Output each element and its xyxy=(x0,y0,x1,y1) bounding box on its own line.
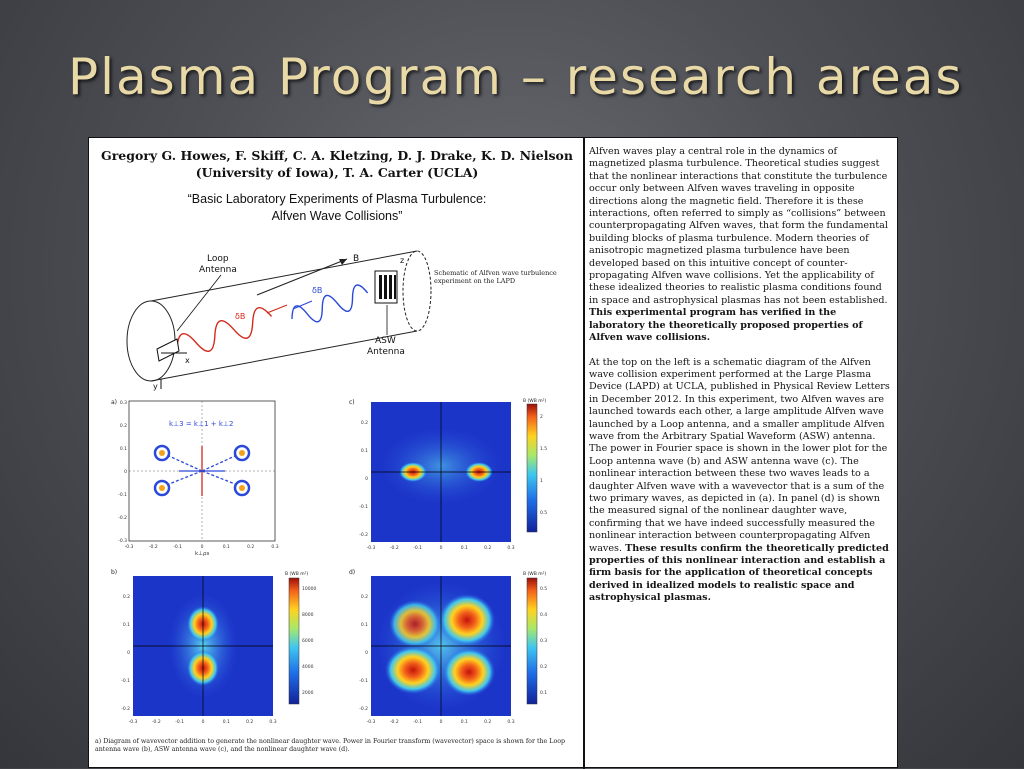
panel-c-heatmap xyxy=(347,396,559,556)
panel-b-cb-tick-3: 4000 xyxy=(302,665,314,670)
paragraph-2 xyxy=(589,357,891,605)
panel-c-cb-tick-2: 1 xyxy=(540,479,543,484)
panel-a-wavevector-diagram xyxy=(109,396,277,556)
panel-d-colorbar xyxy=(527,578,537,704)
asw-antenna xyxy=(375,271,397,303)
panel-d-colorbar-ticks xyxy=(540,586,547,696)
panel-b-y-tick-4: -0.2 xyxy=(121,707,130,712)
panel-d-x-ticks xyxy=(367,719,515,725)
panel-a-y-tick-3: 0 xyxy=(124,470,127,475)
panel-d-y-tick-3: -0.1 xyxy=(359,679,368,684)
panel-a-xlabel: k⊥ρs xyxy=(195,551,210,557)
schematic-caption: Schematic of Alfven wave turbulence experiment on the LAPD xyxy=(434,269,557,285)
panel-b-cb-tick-0: 10000 xyxy=(302,587,317,592)
panel-c-x-tick-4: 0.1 xyxy=(460,546,468,551)
paragraph-1-body: Alfven waves play a central role in the dynamics of magnetized plasma turbulence. Theoretical studies suggest that the nonlinear interactions that constitute the turbulence occur only between Alfven waves traveling in opposite directions along the magnetic field. Therefore it is these interactions, often referred to simply as “collisions” between counterpropagating Alfven waves, that form the fundamental building blocks of plasma turbulence. Modern theories of anisotropic magnetized plasma turbulence have been developed based on this intuitive concept of counter-propagating Alfven wave collisions. Yet the applicability of these idealized theories to realistic plasma conditions found in space and astrophysical plasmas has not been established. xyxy=(589,146,888,306)
panel-b-x-tick-1: -0.2 xyxy=(151,720,161,725)
panel-c-cb-label: B (WB m²) xyxy=(523,399,547,404)
poster-title xyxy=(93,191,581,225)
db-left-label: δB xyxy=(235,312,246,321)
poster-left-column xyxy=(89,138,585,769)
panel-b-x-tick-6: 0.3 xyxy=(269,720,277,725)
panel-a-x-tick-6: 0.3 xyxy=(271,545,279,550)
panel-d-cb-tick-1: 0.4 xyxy=(540,613,548,618)
panel-c-x-tick-5: 0.2 xyxy=(484,546,492,551)
panel-b-cb-tick-4: 2000 xyxy=(302,691,314,696)
panel-a-label: a) xyxy=(111,399,118,406)
panel-c-y-tick-4: -0.2 xyxy=(359,533,368,538)
panel-a-y-tick-6: -0.3 xyxy=(118,539,127,544)
panel-d-x-tick-2: -0.1 xyxy=(413,720,423,725)
panel-b-cb-tick-2: 6000 xyxy=(302,639,314,644)
authors-line-1: Gregory G. Howes, F. Skiff, C. A. Kletzing, D. J. Drake, K. D. Nielson xyxy=(101,148,573,163)
panel-d-y-tick-1: 0.1 xyxy=(360,623,368,628)
loop-antenna-label-1: Loop xyxy=(207,254,229,264)
paragraph-2-body: At the top on the left is a schematic diagram of the Alfven wave collision experiment performed at the Large Plasma Device (LAPD) at UCLA, published in Physical Review Letters in December 2012. In this experiment, two Alfven waves are launched towards each other, a large amplitude Alfven wave launched by a Loop antenna, and a smaller amplitude Alfven wave from the Arbitrary Spatial Waveform (ASW) antenna. The power in Fourier space is shown in the lower plot for the Loop antenna wave (b) and ASW antenna wave (c). The nonlinear interaction between these two waves leads to a daughter Alfven wave with a wavevector that is a sum of the two primary waves, as depicted in (a). In panel (d) is shown the measured signal of the nonlinear daughter wave, confirming that we have indeed successfully measured the nonlinear interaction between counterpropagating Alfven waves. xyxy=(589,356,890,554)
panel-b-y-ticks xyxy=(121,594,130,712)
panel-b-colorbar-ticks xyxy=(302,586,316,696)
figure-caption: a) Diagram of wavevector addition to generate the nonlinear daughter wave. Power in Fourier transform (wavevector) space is shown for the Loop antenna wave (b), ASW antenna wave (c), and the nonlinear daughter wave (d). xyxy=(95,738,566,753)
loop-antenna-label-2: Antenna xyxy=(199,265,237,275)
panel-c-y-tick-0: 0.2 xyxy=(360,421,368,426)
panel-d-x-tick-3: 0 xyxy=(439,720,443,725)
authors-line-2: (University of Iowa), T. A. Carter (UCLA) xyxy=(195,165,479,180)
panel-c-x-tick-2: -0.1 xyxy=(413,546,423,551)
paragraph-1-bold: This experimental program has verified in the laboratory the theoretically proposed properties of Alfven wave collisions. xyxy=(589,307,863,344)
panel-a-y-ticks xyxy=(118,400,127,544)
panel-c-y-tick-2: 0 xyxy=(365,477,368,482)
panel-a-x-tick-2: -0.1 xyxy=(173,545,183,550)
poster-title-line-2: Alfven Wave Collisions” xyxy=(271,209,403,223)
panel-a-y-tick-5: -0.2 xyxy=(118,516,127,521)
panel-d-x-tick-4: 0.1 xyxy=(460,720,468,725)
b0-arrow xyxy=(257,259,347,295)
author-list xyxy=(93,147,581,181)
panel-d-label: d) xyxy=(349,569,356,576)
panel-b-cb-label: B (WB m²) xyxy=(285,572,309,577)
db-right-label: δB xyxy=(312,286,323,295)
panel-d-peak-bl xyxy=(385,646,441,694)
panel-c-cb-tick-3: 0.5 xyxy=(540,511,548,516)
panel-d-y-tick-0: 0.2 xyxy=(360,595,368,600)
loop-wave xyxy=(173,305,276,361)
asw-label-2: Antenna xyxy=(367,347,405,357)
panel-b-heatmap xyxy=(109,568,321,728)
panel-d-x-tick-0: -0.3 xyxy=(366,720,376,725)
panel-b-x-tick-4: 0.1 xyxy=(222,720,230,725)
panel-d-y-tick-2: 0 xyxy=(365,651,368,656)
x-axis-label: x xyxy=(185,356,190,365)
panel-b-y-tick-0: 0.2 xyxy=(122,595,130,600)
panel-a-x-tick-3: 0 xyxy=(200,545,204,550)
panel-c-x-tick-0: -0.3 xyxy=(366,546,376,551)
panel-d-y-tick-4: -0.2 xyxy=(359,707,368,712)
panel-a-y-tick-0: 0.3 xyxy=(119,401,127,406)
paragraph-2-bold: These results confirm the theoretically predicted properties of this nonlinear interaction and establish a firm basis for the application of theoretical concepts derived in idealized models to realistic space and astrophysical plasmas. xyxy=(589,542,889,604)
panel-b-cb-tick-1: 8000 xyxy=(302,613,314,618)
b0-label: B xyxy=(353,254,360,264)
panel-b-y-tick-3: -0.1 xyxy=(121,679,130,684)
research-poster xyxy=(88,137,898,768)
loop-antenna-pointer xyxy=(177,275,221,331)
panel-a-x-tick-1: -0.2 xyxy=(148,545,158,550)
panel-c-y-tick-3: -0.1 xyxy=(359,505,368,510)
panel-b-y-tick-2: 0 xyxy=(127,651,130,656)
panel-c-cb-tick-0: 2 xyxy=(540,415,543,420)
panel-d-peak-tr xyxy=(439,594,495,646)
panel-d-y-ticks xyxy=(359,594,368,712)
panel-a-y-tick-1: 0.2 xyxy=(119,424,127,429)
panel-d-cb-label: B (WB m²) xyxy=(523,572,547,577)
panel-c-cb-tick-1: 1.5 xyxy=(540,447,548,452)
panel-c-y-ticks xyxy=(359,420,368,538)
panel-d-heatmap xyxy=(347,568,559,728)
panel-a-x-tick-0: -0.3 xyxy=(124,545,134,550)
poster-title-line-1: “Basic Laboratory Experiments of Plasma Turbulence: xyxy=(187,192,487,206)
loop-antenna xyxy=(157,339,179,361)
panel-b-x-tick-5: 0.2 xyxy=(246,720,254,725)
panel-d-cb-tick-2: 0.3 xyxy=(540,639,548,644)
panel-b-x-ticks xyxy=(129,719,277,725)
panel-d-cb-tick-4: 0.1 xyxy=(540,691,548,696)
poster-right-column xyxy=(589,146,891,617)
panel-d-peak-br xyxy=(443,648,495,696)
panel-d-cb-tick-3: 0.2 xyxy=(540,665,548,670)
asw-label-1: ASW xyxy=(375,336,396,346)
panel-b-y-tick-1: 0.1 xyxy=(122,623,130,628)
panel-a-x-ticks xyxy=(125,544,279,550)
asw-wave-arrow xyxy=(293,301,312,309)
panel-b-label: b) xyxy=(111,569,118,576)
panel-d-cb-tick-0: 0.5 xyxy=(540,587,548,592)
cylinder-end xyxy=(127,301,175,381)
paragraph-1 xyxy=(589,146,891,345)
slide-title: Plasma Program – research areas xyxy=(68,48,964,106)
panel-c-colorbar-ticks xyxy=(540,414,547,516)
panel-c-x-tick-6: 0.3 xyxy=(507,546,515,551)
cylinder-far-end xyxy=(403,251,431,331)
panel-c-x-tick-1: -0.2 xyxy=(389,546,399,551)
panel-c-x-ticks xyxy=(367,545,515,551)
panel-b-colorbar xyxy=(289,578,299,704)
panel-c-y-tick-1: 0.1 xyxy=(360,449,368,454)
panel-d-x-tick-1: -0.2 xyxy=(389,720,399,725)
panel-c-colorbar xyxy=(527,404,537,532)
panel-a-formula: k⊥3 = k⊥1 + k⊥2 xyxy=(169,420,234,428)
panel-c-x-tick-3: 0 xyxy=(439,546,443,551)
panel-b-x-tick-2: -0.1 xyxy=(175,720,185,725)
experiment-schematic xyxy=(117,231,435,391)
loop-wave-arrow xyxy=(267,305,287,313)
panel-a-y-tick-4: -0.1 xyxy=(118,493,127,498)
panel-d-x-tick-6: 0.3 xyxy=(507,720,515,725)
panel-d-peak-tl xyxy=(389,600,441,648)
y-axis-label: y xyxy=(153,382,158,391)
panel-a-y-tick-2: 0.1 xyxy=(119,447,127,452)
z-axis-label: z xyxy=(400,256,405,265)
panel-c-label: c) xyxy=(349,399,355,406)
panel-b-x-tick-0: -0.3 xyxy=(128,720,138,725)
panel-a-x-tick-4: 0.1 xyxy=(222,545,230,550)
panel-b-x-tick-3: 0 xyxy=(201,720,205,725)
panel-a-x-tick-5: 0.2 xyxy=(247,545,255,550)
panel-d-x-tick-5: 0.2 xyxy=(484,720,492,725)
